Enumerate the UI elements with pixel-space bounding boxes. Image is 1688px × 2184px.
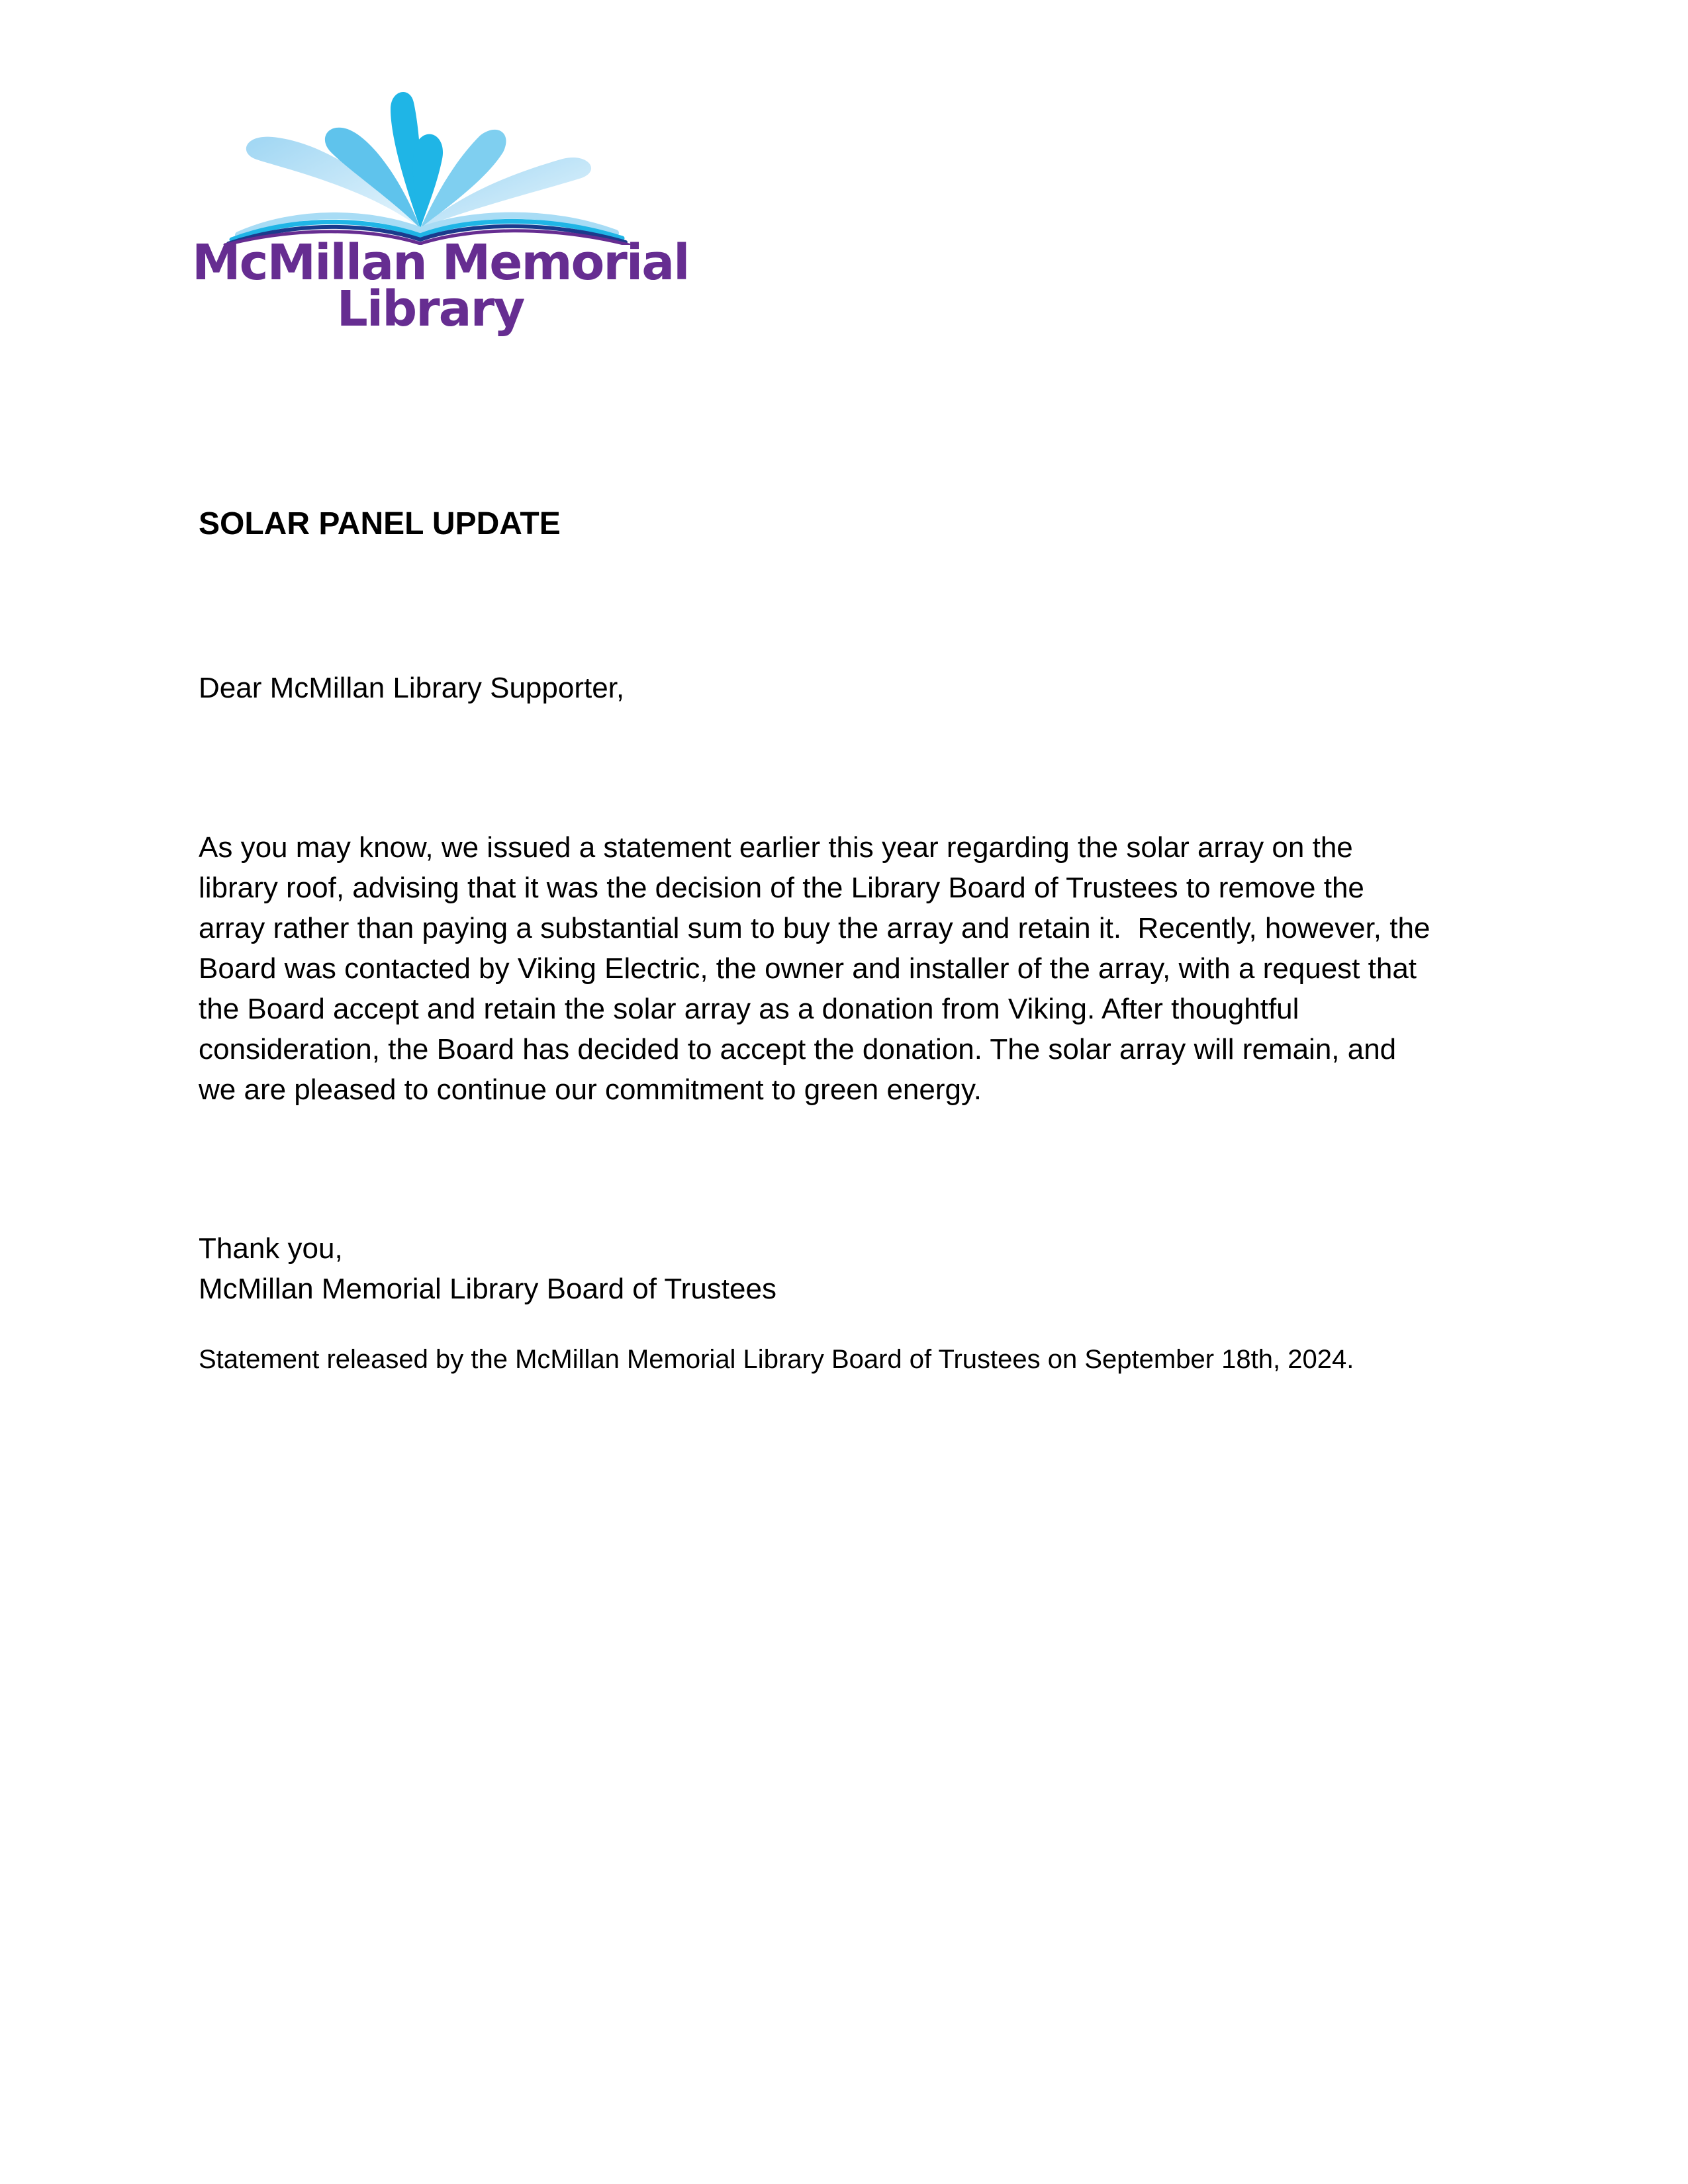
signature: McMillan Memorial Library Board of Trustees (199, 1273, 776, 1305)
release-statement: Statement released by the McMillan Memorial Library Board of Trustees on September 18th, 2024. (199, 1345, 1354, 1374)
body-line: consideration, the Board has decided to accept the donation. The solar array will remain, and (199, 1033, 1397, 1066)
body-line: Board was contacted by Viking Electric, the owner and installer of the array, with a request that (199, 952, 1417, 985)
body-line: library roof, advising that it was the decision of the Library Board of Trustees to remove the (199, 872, 1364, 904)
salutation: Dear McMillan Library Supporter, (199, 672, 625, 704)
body-line: array rather than paying a substantial sum to buy the array and retain it. Recently, however, the (199, 912, 1430, 944)
logo-wordmark (192, 234, 689, 338)
body-line: we are pleased to continue our commitment to green energy. (199, 1073, 982, 1106)
document-title: SOLAR PANEL UPDATE (199, 506, 561, 541)
open-book-icon (192, 86, 675, 245)
library-logo (192, 86, 689, 344)
logo-name-line2: Library (336, 281, 524, 338)
closing-phrase: Thank you, (199, 1232, 343, 1265)
logo-name-line1: McMillan Memorial (192, 234, 689, 291)
body-line: the Board accept and retain the solar array as a donation from Viking. After thoughtful (199, 993, 1299, 1025)
body-paragraph (199, 827, 1509, 1110)
body-line: As you may know, we issued a statement earlier this year regarding the solar array on the (199, 831, 1353, 864)
closing-block (199, 1228, 776, 1309)
